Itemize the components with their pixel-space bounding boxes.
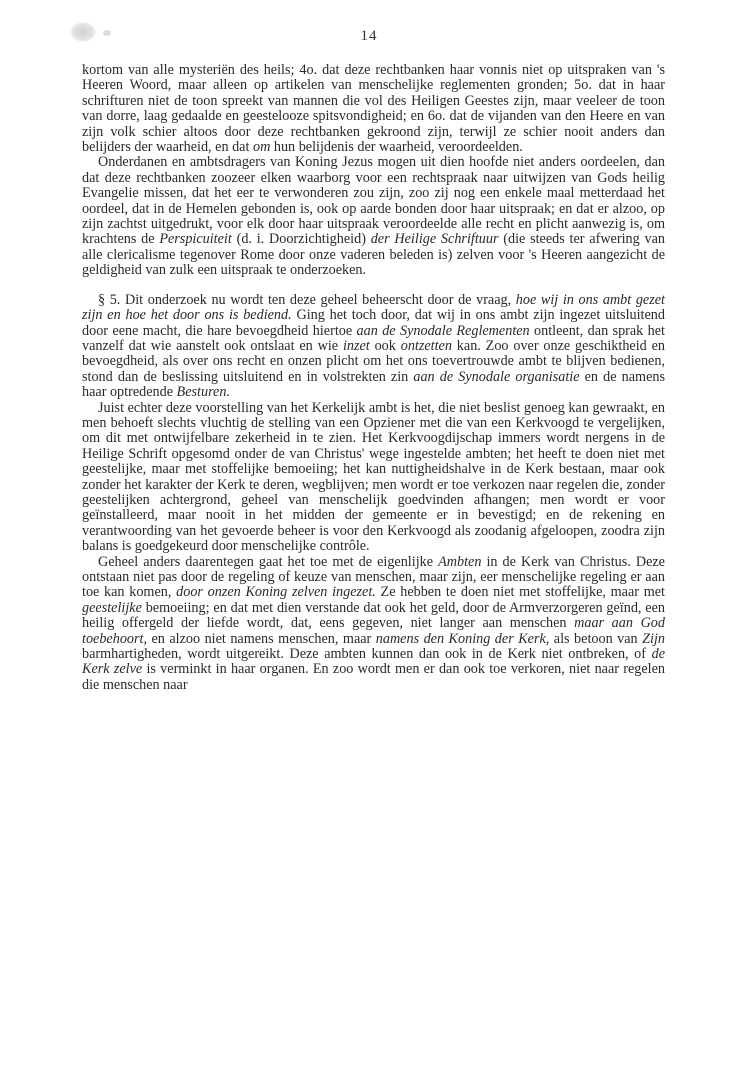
body-text <box>82 63 665 693</box>
italic-run: Besturen. <box>176 384 230 401</box>
italic-run: ontzetten <box>400 337 452 354</box>
text-run: Ze hebben te doen niet met stoffelijke, maar met <box>375 584 665 601</box>
text-run: kan. Zoo over onze geschiktheid en bevoegdheid, als over ons recht en onzen plicht om het ons toevertrouwde ambt te blijven bedienen, stond dan de beslissing uitsluitend en in volstrekten zin <box>82 337 665 385</box>
text-run: § 5. Dit onderzoek nu wordt ten deze geheel beheerscht door de vraag, <box>98 291 516 308</box>
text-run: is verminkt in haar organen. En zoo wordt men er dan ook toe verkoren, niet naar regelen die menschen naar <box>82 661 666 693</box>
italic-run: Zijn <box>642 630 665 647</box>
italic-run: Ambten <box>438 553 482 570</box>
italic-run: namens den Koning der Kerk, <box>375 630 550 647</box>
text-run: Juist echter deze voorstelling van het Kerkelijk ambt is het, die niet beslist genoeg kan gewraakt, en men behoeft slechts vluchtig de stelling van een Opziener met die van een Kerkvoogd te vergelijken, om dit met ontwijfelbare zekerheid in te zien. Het Kerkvoogdijschap immers wordt nergens in de Heilige Schrift opgesomd onder de van Christus' wege ingestelde ambten; het heeft te doen niet met geestelijke, maar met stoffelijke bemoeiing; het kan nuttigheidshalve in de Kerk bestaan, maar ook zonder het karakter der Kerk te deren, wegblijven; men wordt er toe verkozen naar regelen die, zonder geestelijken achtergrond, geheel van menschelijk goedvinden afhangen; men wordt er voor geïnstalleerd, maar nooit in het midden der gemeente er in bevestigd; en de rekening en verantwoording van het gevoerde beheer is voor den Kerkvoogd als zoodanig afgeloopen, zoodra zijn balans is goedgekeurd door menschelijke contrôle. <box>82 399 665 555</box>
italic-run: maar aan God toebehoort, <box>82 615 665 647</box>
paragraph-p2 <box>82 155 665 278</box>
italic-run: aan de Synodale organisatie <box>413 368 580 385</box>
italic-run: inzet <box>342 337 370 354</box>
text-run: (die steeds ter afwering van alle clericalisme tegenover Rome door onze vaderen beleden is) zelven voor 's Heeren aangezicht de geldigheid van zulk een uitspraak te onderzoeken. <box>82 231 665 279</box>
text-run: Geheel anders daarentegen gaat het toe met de eigenlijke <box>98 553 439 570</box>
italic-run: de Kerk zelve <box>82 646 665 678</box>
text-run: (d. i. Doorzichtigheid) <box>231 231 371 248</box>
text-run: als betoon van <box>549 630 643 647</box>
text-run: kortom van alle mysteriën des heils; 4o. dat deze rechtbanken haar vonnis niet op uitspraken van 's Heeren Woord, maar alleen op artikelen van menschelijke reglementen gronden; 5o. dat in haar schrifturen niet de toon spreekt van mannen die vol des Heiligen Geestes zijn, maar veeleer de toon van dorre, laag gedaalde en geestelooze spitsvondigheid; en 6o. dat de vijanden van den Heere en van zijn volk schier altoos door deze rechtbanken gekroond zijn, terwijl ze schier nooit anders dan belijders der waarheid, en dat <box>82 62 665 156</box>
italic-run: door onzen Koning zelven ingezet. <box>176 584 376 601</box>
italic-run: geestelijke <box>82 599 142 616</box>
italic-run: Perspicuiteit <box>159 231 232 248</box>
italic-run: om <box>252 139 271 156</box>
paragraph-p3 <box>82 293 665 401</box>
text-run: ook <box>369 337 401 354</box>
text-run: Onderdanen en ambtsdragers van Koning Jezus mogen uit dien hoofde niet anders oordeelen, dan dat deze rechtbanken zoozeer elken waarborg voor een rechtspraak naar uitwijzen van Gods heilig Evangelie missen, dat het eer te verwonderen zou zijn, zoo zij nog een enkele maal metterdaad het oordeel, dat in de Hemelen gebonden is, ook op aarde bonden door haar uitspraak; en dat er alzoo, op zijn zachtst uitgedrukt, voor elk door haar uitspraak veroordeelde alle recht en plicht aanwezig is, om krachtens de <box>82 154 665 248</box>
italic-run: aan de Synodale Reglementen <box>356 322 530 339</box>
text-run: hun belijdenis der waarheid, veroordeelden. <box>270 139 523 156</box>
text-run: Ging het toch door, dat wij in ons ambt zijn ingezet uitsluitend door eene macht, die hare bevoegdheid hiertoe <box>82 307 665 339</box>
italic-run: der Heilige Schriftuur <box>370 231 499 248</box>
text-run: en de namens haar optredende <box>82 368 665 401</box>
page-number: 14 <box>360 28 378 44</box>
paragraph-p5 <box>82 555 665 694</box>
text-run: en alzoo niet namens menschen, maar <box>147 630 376 647</box>
text-run: ontleent, dan sprak het vanzelf dat wie aanstelt ook ontslaat en wie <box>82 322 666 354</box>
text-run: in de Kerk van Christus. Deze ontstaan niet pas door de regeling of keuze van menschen, maar zijn, eer menschelijke regeling er aan toe kan komen, <box>82 553 665 601</box>
text-run: barmhartigheden, wordt uitgereikt. Deze ambten kunnen dan ook in de Kerk niet ontbreken, of <box>82 646 652 663</box>
text-run: bemoeiing; en dat met dien verstande dat ook het geld, door de Armverzorgeren geïnd, een heilig offergeld der liefde wordt, dat, eens gegeven, niet langer aan menschen <box>82 599 665 632</box>
paragraph-p1 <box>82 63 665 155</box>
paragraph-p4 <box>82 401 665 555</box>
italic-run: hoe wij in ons ambt gezet zijn en hoe het door ons is bediend. <box>82 291 665 324</box>
